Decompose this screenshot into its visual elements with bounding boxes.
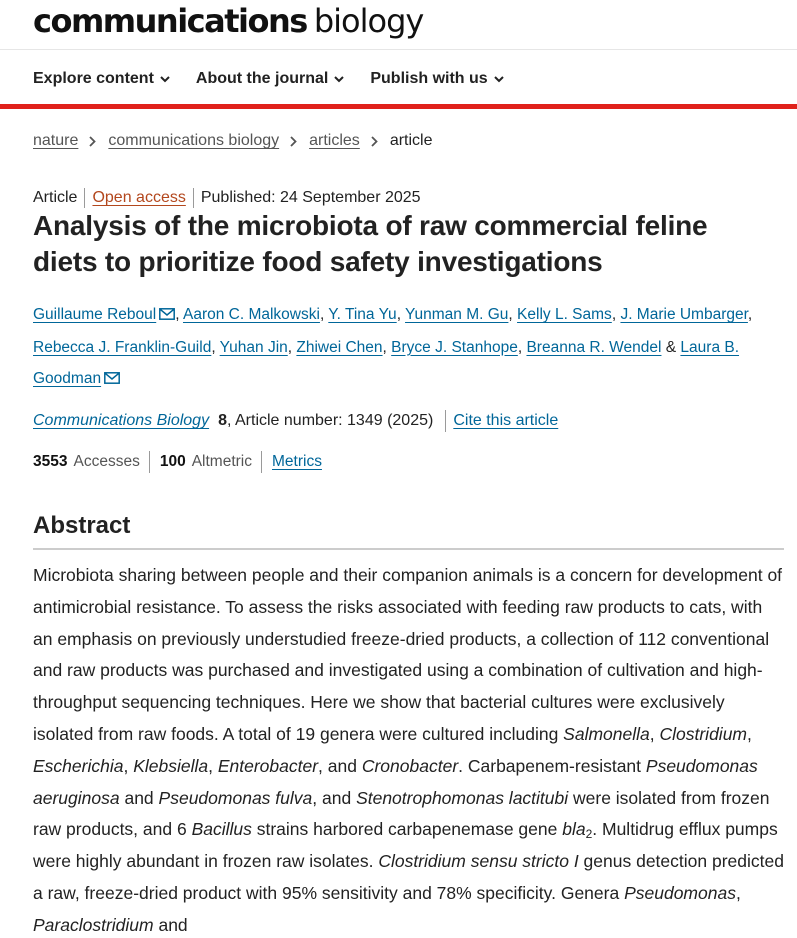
abstract-text-run: were isolated from frozen raw products, and 6 bbox=[33, 787, 770, 840]
nav-explore-content[interactable] bbox=[33, 70, 170, 88]
author-link[interactable]: Aaron C. Malkowski bbox=[182, 306, 320, 323]
nav-item-label: Publish with us bbox=[370, 70, 488, 87]
logo-secondary-text: biology bbox=[313, 2, 424, 40]
taxon-name: Enterobacter bbox=[217, 755, 319, 776]
breadcrumb-nature[interactable]: nature bbox=[33, 132, 79, 149]
main-nav bbox=[33, 66, 530, 92]
taxon-name: Bacillus bbox=[191, 819, 252, 840]
subscript-text: 2 bbox=[585, 827, 593, 842]
taxon-name: Clostridium sensu stricto I bbox=[378, 851, 579, 872]
abstract-text-run: , bbox=[208, 755, 218, 776]
author-link[interactable]: Zhiwei Chen bbox=[296, 338, 383, 356]
cite-this-article-link[interactable]: Cite this article bbox=[453, 412, 559, 429]
citation-divider bbox=[445, 410, 446, 432]
taxon-name: Salmonella bbox=[563, 723, 650, 744]
published-date: Published: 24 September 2025 bbox=[200, 189, 421, 206]
author-link[interactable]: Bryce J. Stanhope bbox=[391, 338, 518, 356]
taxon-name: Clostridium bbox=[659, 723, 748, 744]
abstract-text-run: , bbox=[747, 723, 752, 744]
citation-line bbox=[33, 409, 558, 433]
chevron-down-icon bbox=[494, 76, 504, 83]
author-separator: , bbox=[211, 338, 220, 356]
author-link[interactable]: Rebecca J. Franklin-Guild bbox=[33, 338, 212, 356]
abstract-divider bbox=[33, 548, 784, 550]
author-separator: , bbox=[517, 338, 527, 356]
author-link[interactable]: Yunman M. Gu bbox=[405, 306, 509, 323]
abstract-text-run: Microbiota sharing between people and their companion animals is a concern for development of antimicrobial resistance. To assess the risks associated with feeding raw products to cats, with an emphasis on previously understudied freeze-dried products, a collection of 112 conventional and raw products was purchased and investigated using a combination of cultivation and high-throughput sequencing techniques. Here we show that bacterial cultures were exclusively isolated from raw foods. A total of 19 genera were cultured including bbox=[33, 565, 783, 744]
article-metrics bbox=[33, 450, 322, 474]
author-separator: , bbox=[287, 338, 297, 356]
nav-item-label: Explore content bbox=[33, 70, 154, 87]
author-separator: , bbox=[319, 306, 329, 323]
taxon-name: Pseudomonas aeruginosa bbox=[33, 755, 758, 808]
author-link[interactable]: Breanna R. Wendel bbox=[526, 338, 662, 356]
abstract-text-run: , and bbox=[312, 787, 357, 808]
accent-bar bbox=[0, 104, 797, 109]
author-separator: , bbox=[382, 338, 392, 356]
altmetric-score: 100 bbox=[159, 453, 186, 470]
chevron-down-icon bbox=[334, 76, 344, 83]
taxon-name: Pseudomonas bbox=[624, 882, 736, 903]
article-title: Analysis of the microbiota of raw commercial feline diets to prioritize food safety investigations bbox=[33, 210, 708, 277]
metrics-divider bbox=[149, 451, 150, 473]
meta-divider bbox=[193, 188, 194, 208]
journal-link[interactable]: Communications Biology bbox=[33, 412, 210, 429]
article-meta bbox=[33, 187, 421, 209]
abstract-text-run: , and bbox=[318, 755, 362, 776]
breadcrumb bbox=[33, 130, 433, 152]
taxon-name: Klebsiella bbox=[133, 755, 209, 776]
author-link[interactable]: Y. Tina Yu bbox=[328, 306, 397, 323]
author-link[interactable]: Yuhan Jin bbox=[219, 338, 288, 356]
nav-about-the-journal[interactable] bbox=[196, 70, 344, 88]
taxon-name: bla bbox=[562, 819, 586, 840]
article-number: , Article number: 1349 (2025) bbox=[226, 412, 434, 429]
author-separator: & bbox=[661, 338, 681, 356]
abstract-text-run: , bbox=[735, 882, 741, 903]
author-separator: , bbox=[747, 306, 753, 323]
abstract-text-run: . Carbapenem-resistant bbox=[458, 755, 646, 776]
abstract-text-run: strains harbored carbapenemase gene bbox=[251, 819, 563, 840]
breadcrumb-communications-biology[interactable]: communications biology bbox=[108, 132, 280, 149]
chevron-right-icon bbox=[89, 136, 96, 147]
author-separator: , bbox=[396, 306, 406, 323]
taxon-name: Escherichia bbox=[33, 755, 124, 776]
taxon-name: Pseudomonas fulva bbox=[158, 787, 313, 808]
metrics-divider bbox=[261, 451, 262, 473]
logo-primary-text: communications bbox=[33, 2, 307, 40]
abstract-text-run: , bbox=[123, 755, 134, 776]
breadcrumb-current: article bbox=[389, 132, 433, 149]
author-separator: , bbox=[175, 306, 183, 323]
nav-publish-with-us[interactable] bbox=[370, 70, 503, 88]
author-link[interactable]: J. Marie Umbarger bbox=[620, 306, 748, 323]
author-separator: , bbox=[508, 306, 518, 323]
author-link[interactable]: Laura B. Goodman bbox=[33, 338, 740, 387]
taxon-name: Paraclostridium bbox=[33, 914, 154, 935]
article-type: Article bbox=[33, 189, 78, 206]
taxon-name: Stenotrophomonas lactitubi bbox=[356, 787, 569, 808]
abstract-heading: Abstract bbox=[33, 512, 131, 539]
abstract-text-run: and bbox=[119, 787, 159, 808]
chevron-right-icon bbox=[290, 136, 297, 147]
metrics-link[interactable]: Metrics bbox=[272, 453, 322, 470]
accesses-label: Accesses bbox=[73, 453, 140, 470]
chevron-down-icon bbox=[160, 76, 170, 83]
abstract-text bbox=[33, 560, 785, 938]
chevron-right-icon bbox=[371, 136, 378, 147]
meta-divider bbox=[84, 188, 85, 208]
taxon-name: Cronobacter bbox=[361, 755, 459, 776]
nav-item-label: About the journal bbox=[195, 70, 329, 87]
breadcrumb-articles[interactable]: articles bbox=[309, 132, 360, 149]
open-access-link[interactable]: Open access bbox=[92, 189, 186, 206]
email-icon[interactable] bbox=[159, 300, 175, 332]
email-icon[interactable] bbox=[104, 364, 120, 396]
altmetric-label: Altmetric bbox=[191, 453, 252, 470]
header-divider bbox=[0, 49, 797, 50]
author-separator: , bbox=[611, 306, 621, 323]
abstract-text-run: genus detection predicted a raw, freeze-dried product with 95% sensitivity and 78% specificity. Genera bbox=[33, 851, 784, 903]
author-link[interactable]: Guillaume Reboul bbox=[33, 306, 157, 323]
accesses-count: 3553 bbox=[33, 453, 68, 470]
abstract-text-run: , bbox=[649, 723, 660, 744]
volume: 8 bbox=[218, 412, 227, 429]
author-list bbox=[33, 299, 768, 396]
journal-logo[interactable] bbox=[33, 2, 423, 46]
abstract-text-run: and bbox=[153, 914, 188, 935]
author-link[interactable]: Kelly L. Sams bbox=[517, 306, 612, 323]
abstract-text-run: . Multidrug efflux pumps were highly abundant in frozen raw isolates. bbox=[33, 819, 778, 872]
